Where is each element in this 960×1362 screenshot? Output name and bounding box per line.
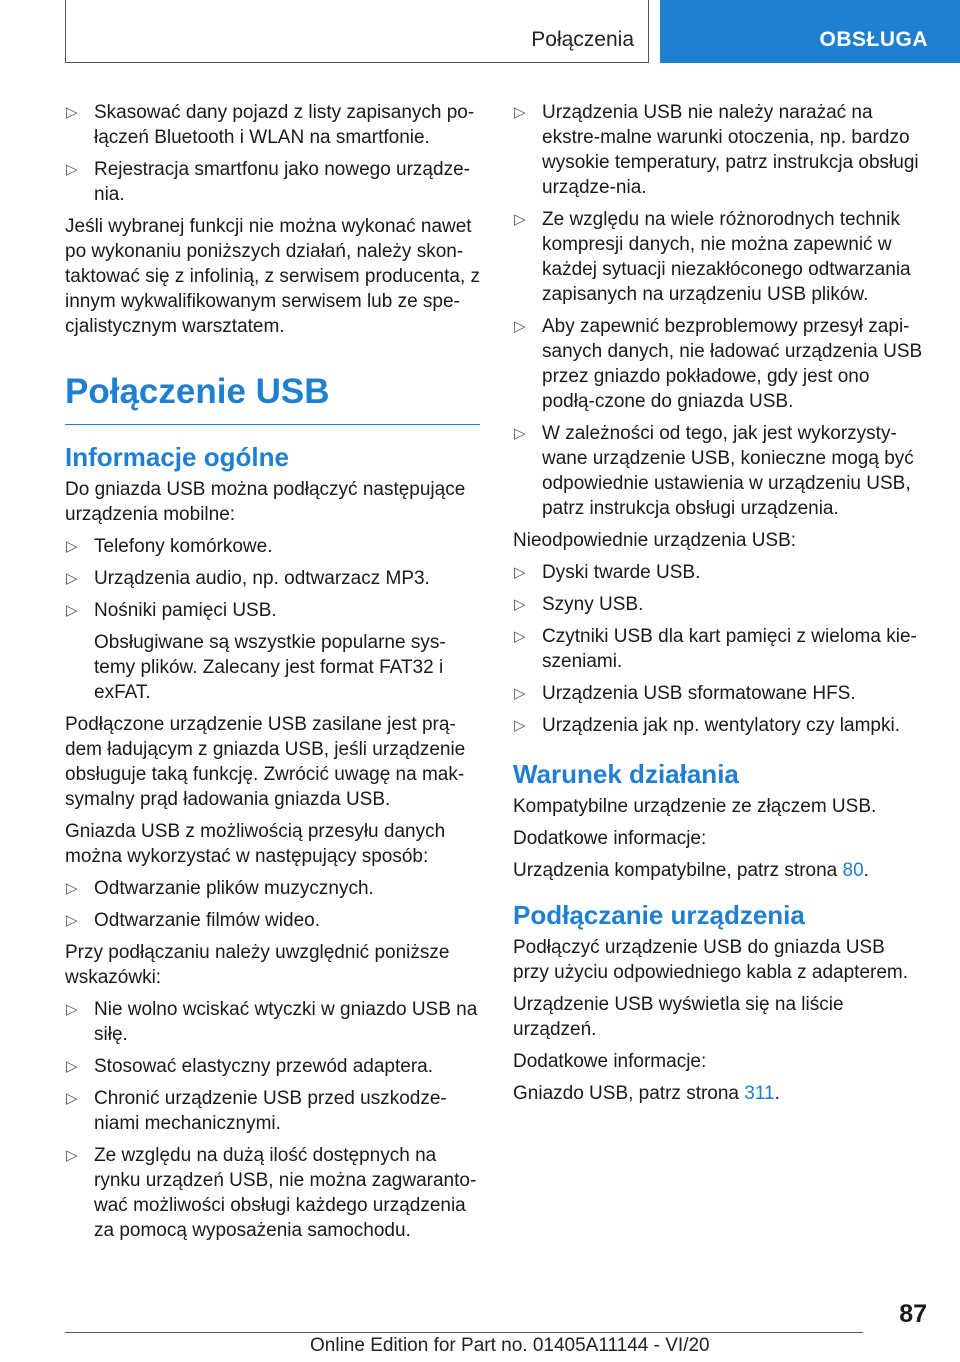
paragraph: Do gniazda USB można podłączyć następujące urządzenia mobilne: xyxy=(65,479,466,525)
triangle-bullet-icon: ▷ xyxy=(66,912,78,929)
page-link-311[interactable]: 311 xyxy=(744,1083,775,1104)
triangle-bullet-icon: ▷ xyxy=(514,318,526,335)
paragraph: Nieodpowiednie urządzenia USB: xyxy=(513,530,797,551)
triangle-bullet-icon: ▷ xyxy=(66,1147,78,1164)
triangle-bullet-icon: ▷ xyxy=(66,1001,78,1018)
subsection-heading: Informacje ogólne xyxy=(65,442,289,472)
triangle-bullet-icon: ▷ xyxy=(66,161,78,178)
list-item: ▷ Ze względu na dużą ilość dostępnych na rynku urządzeń USB, nie można zagwaranto-wać możliwości obsługi każdego urządzenia za pomocą wyposażenia samochodu. xyxy=(66,1145,477,1241)
section-heading: Połączenie USB xyxy=(65,372,480,425)
footer-divider xyxy=(65,1332,863,1333)
indented-note: Obsługiwane są wszystkie popularne sys-temy plików. Zalecany jest format FAT32 i exFAT. xyxy=(94,632,446,703)
list-item: ▷ Ze względu na wiele różnorodnych technik kompresji danych, nie można zapewnić w każdej sytuacji niezakłóconego odtwarzania zapisanych na urządzeniu USB plików. xyxy=(514,209,911,305)
list-item: ▷ Urządzenia USB sformatowane HFS. xyxy=(514,683,856,704)
subsection-heading: Podłączanie urządzenia xyxy=(513,900,805,930)
paragraph: Podłączyć urządzenie USB do gniazda USB przy użyciu odpowiedniego kabla z adapterem. xyxy=(513,937,909,983)
left-column xyxy=(65,100,480,1250)
triangle-bullet-icon: ▷ xyxy=(514,211,526,228)
list-item: ▷ Szyny USB. xyxy=(514,594,644,615)
triangle-bullet-icon: ▷ xyxy=(514,685,526,702)
triangle-bullet-icon: ▷ xyxy=(514,564,526,581)
list-item: ▷ Telefony komórkowe. xyxy=(66,536,273,557)
list-item: ▷ Chronić urządzenie USB przed uszkodze-niami mechanicznymi. xyxy=(66,1088,447,1134)
list-item: ▷ Odtwarzanie plików muzycznych. xyxy=(66,878,374,899)
triangle-bullet-icon: ▷ xyxy=(514,425,526,442)
triangle-bullet-icon: ▷ xyxy=(514,104,526,121)
triangle-bullet-icon: ▷ xyxy=(514,717,526,734)
paragraph: Gniazda USB z możliwością przesyłu danych można wykorzystać w następujący sposób: xyxy=(65,821,446,867)
triangle-bullet-icon: ▷ xyxy=(66,880,78,897)
subsection-heading: Warunek działania xyxy=(513,759,739,789)
triangle-bullet-icon: ▷ xyxy=(66,1058,78,1075)
triangle-bullet-icon: ▷ xyxy=(66,570,78,587)
triangle-bullet-icon: ▷ xyxy=(514,596,526,613)
triangle-bullet-icon: ▷ xyxy=(66,538,78,555)
paragraph: Dodatkowe informacje: xyxy=(513,1051,707,1072)
list-item: ▷ Aby zapewnić bezproblemowy przesył zapi-sanych danych, nie ładować urządzenia USB przez gniazdo pokładowe, gdy jest ono podłą-czone do gniazda USB. xyxy=(514,316,923,412)
paragraph: Kompatybilne urządzenie ze złączem USB. xyxy=(513,796,877,817)
list-item: ▷ Odtwarzanie filmów wideo. xyxy=(66,910,320,931)
footer-edition: Online Edition for Part no. 01405A11144 - VI/20 xyxy=(310,1335,710,1356)
list-item: ▷ Urządzenia USB nie należy narażać na ekstre-malne warunki otoczenia, np. bardzo wysokie temperatury, patrz instrukcja obsługi urządze-nia. xyxy=(514,102,919,198)
page-link-80[interactable]: 80 xyxy=(842,860,864,881)
list-item: ▷ Nie wolno wciskać wtyczki w gniazdo USB na siłę. xyxy=(66,999,478,1045)
paragraph: Urządzenie USB wyświetla się na liście urządzeń. xyxy=(513,994,844,1040)
header-section-title: Połączenia xyxy=(531,28,634,51)
paragraph: Jeśli wybranej funkcji nie można wykonać nawet po wykonaniu poniższych działań, należy skon-taktować się z infolinią, z serwisem producenta, z innym wykwalifikowanym serwisem lub ze spe-cjalistycznym warsztatem. xyxy=(65,216,481,337)
list-item: ▷ Czytniki USB dla kart pamięci z wieloma kie-szeniami. xyxy=(514,626,917,672)
list-item: ▷ Rejestracja smartfonu jako nowego urządze-nia. xyxy=(66,159,470,205)
triangle-bullet-icon: ▷ xyxy=(66,1090,78,1107)
list-item: ▷ Skasować dany pojazd z listy zapisanych po-łączeń Bluetooth i WLAN na smartfonie. xyxy=(66,102,475,148)
right-column xyxy=(513,100,925,1113)
header-chapter-tab: OBSŁUGA xyxy=(660,0,960,63)
triangle-bullet-icon: ▷ xyxy=(66,602,78,619)
list-item: ▷ Nośniki pamięci USB. xyxy=(66,600,277,621)
triangle-bullet-icon: ▷ xyxy=(66,104,78,121)
list-item: ▷ Urządzenia audio, np. odtwarzacz MP3. xyxy=(66,568,430,589)
paragraph: Przy podłączaniu należy uwzględnić poniższe wskazówki: xyxy=(65,942,450,988)
list-item: ▷ Dyski twarde USB. xyxy=(514,562,701,583)
paragraph: Dodatkowe informacje: xyxy=(513,828,707,849)
triangle-bullet-icon: ▷ xyxy=(514,628,526,645)
list-item: ▷ Stosować elastyczny przewód adaptera. xyxy=(66,1056,434,1077)
list-item: ▷ Urządzenia jak np. wentylatory czy lampki. xyxy=(514,715,900,736)
paragraph: Podłączone urządzenie USB zasilane jest prą-dem ładującym z gniazda USB, jeśli urządzenie obsługuje taką funkcję. Zwrócić uwagę na mak-symalny prąd ładowania gniazda USB. xyxy=(65,714,466,810)
list-item: ▷ W zależności od tego, jak jest wykorzysty-wane urządzenie USB, konieczne mogą być odpowiednie ustawienia w urządzeniu USB, patrz instrukcja obsługi urządzenia. xyxy=(514,423,914,519)
paragraph-with-link: Gniazdo USB, patrz strona 311. xyxy=(513,1083,780,1104)
page-number: 87 xyxy=(899,1300,927,1328)
paragraph-with-link: Urządzenia kompatybilne, patrz strona 80. xyxy=(513,860,869,881)
